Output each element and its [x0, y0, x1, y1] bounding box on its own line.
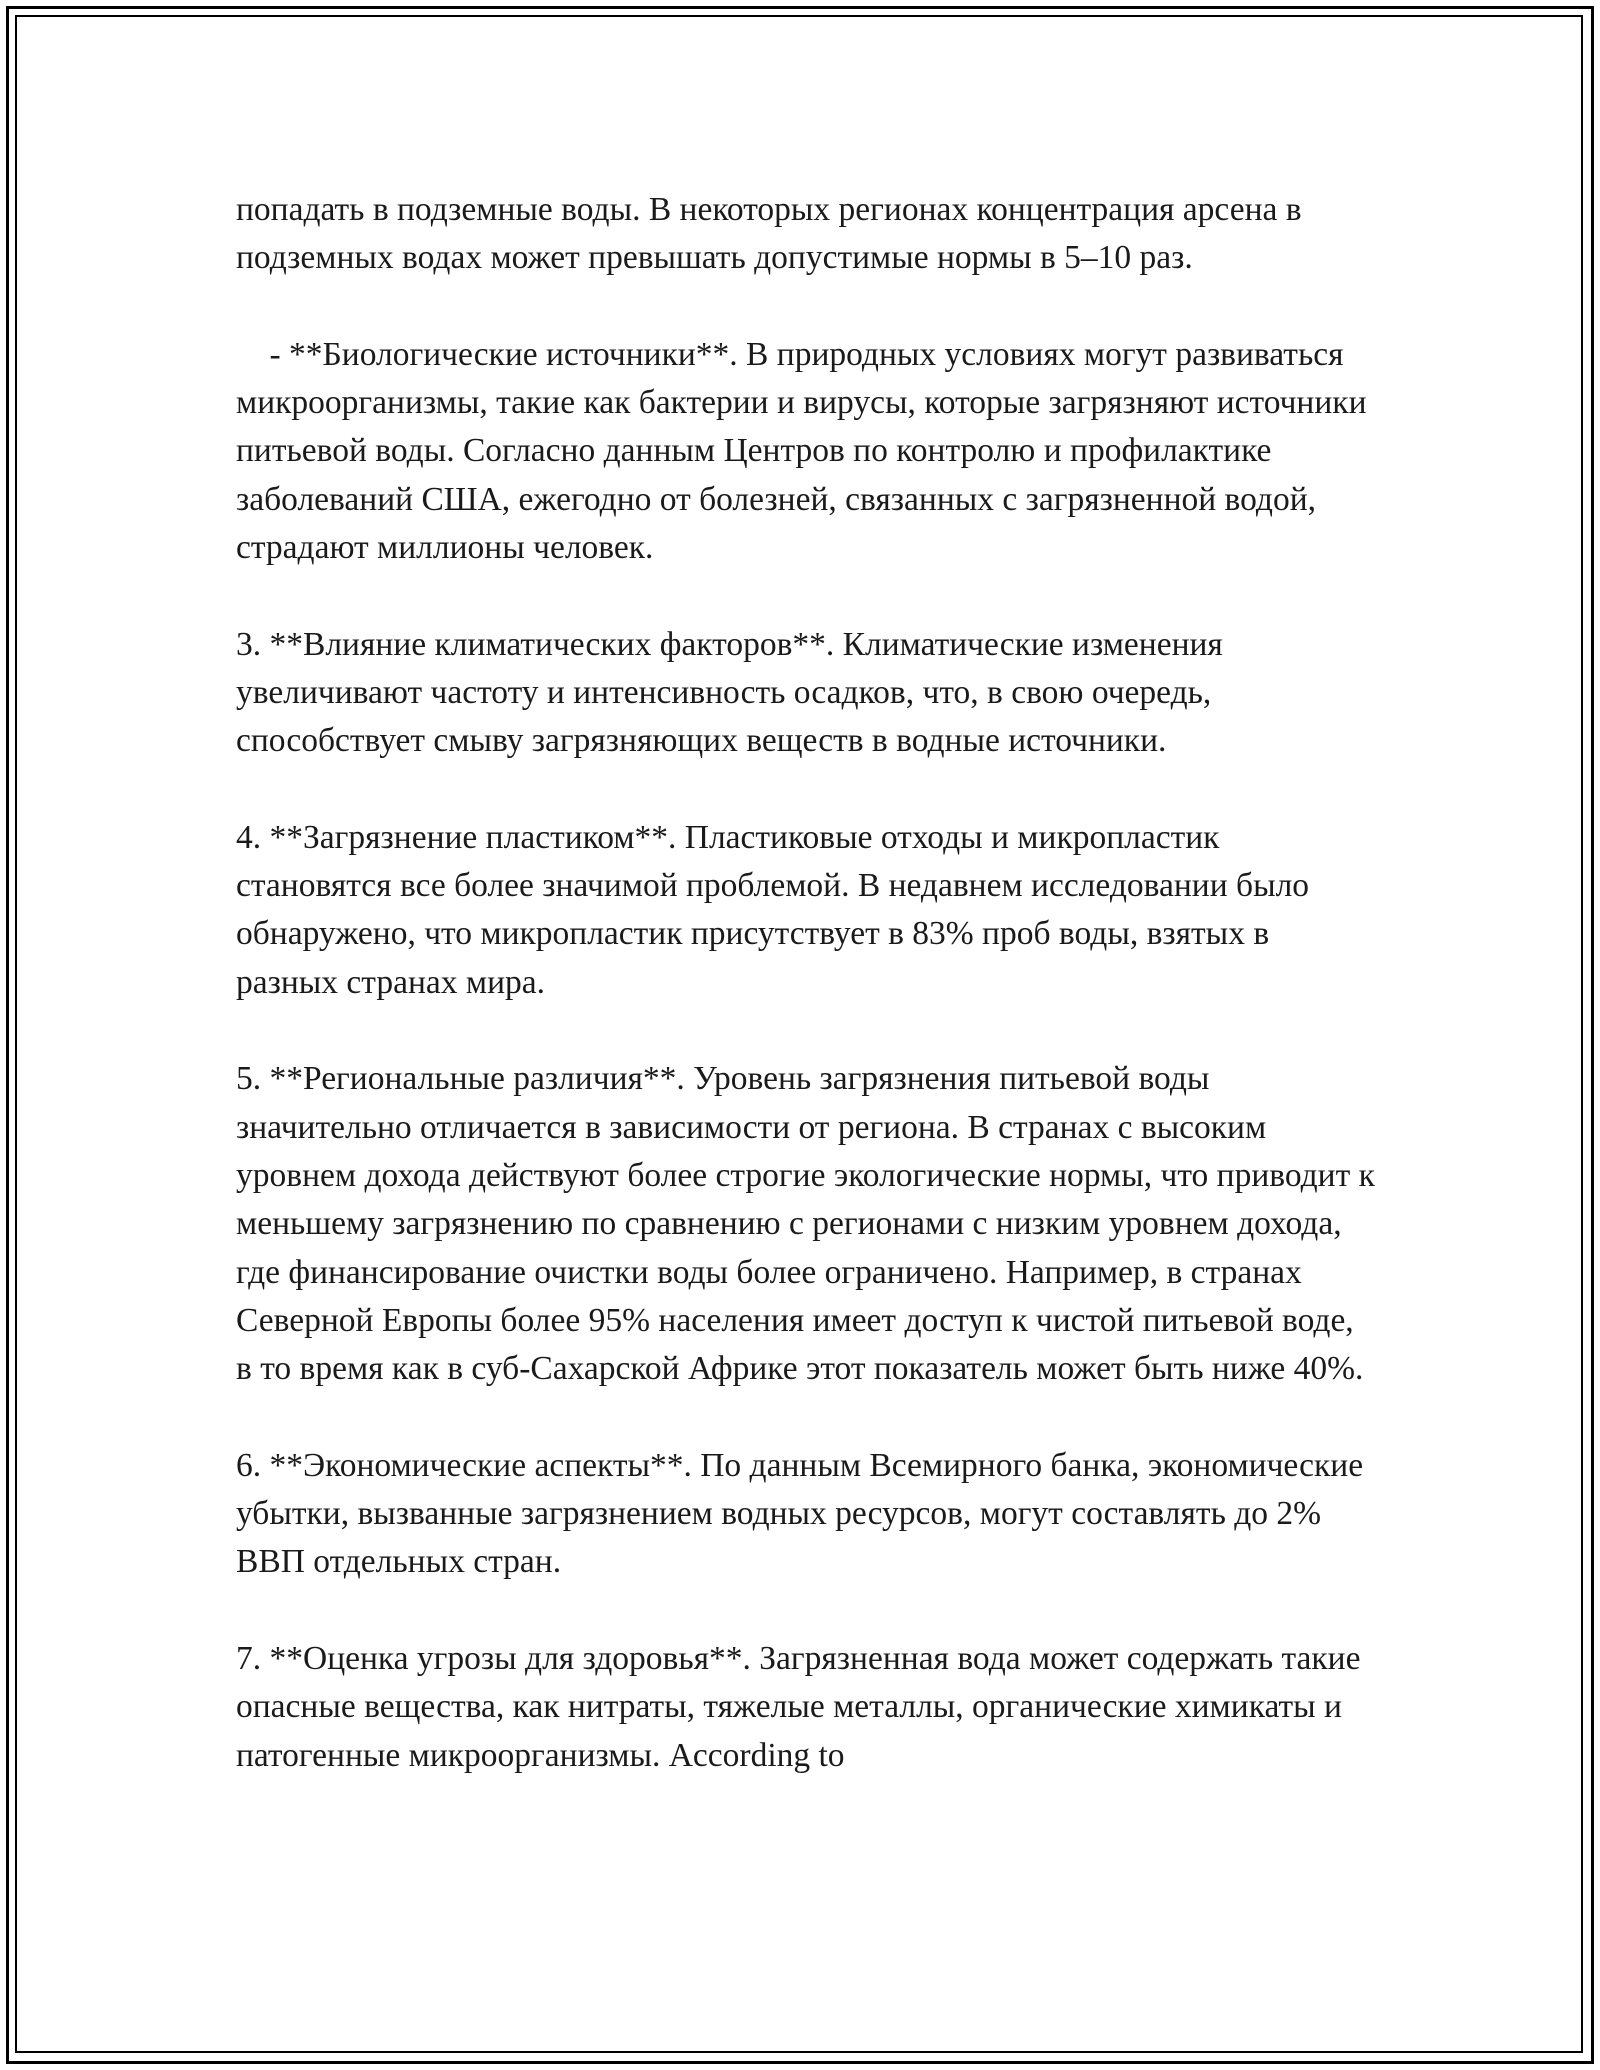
paragraph-economic-aspects: 6. **Экономические аспекты**. По данным Всемирного банка, экономические убытки, вызванные загрязнением водных ресурсов, могут составлять до 2% ВВП отдельных стран.: [236, 1446, 1372, 1581]
paragraph-regional-differences: 5. **Региональные различия**. Уровень загрязнения питьевой воды значительно отличается в зависимости от региона. В странах с высоким уровнем дохода действуют более строгие экологические нормы, что приводит к меньшему загрязнению по сравнению с регионами с низким уровнем дохода, где финансирование очистки воды более ограничено. Например, в странах Северной Европы более 95% населения имеет доступ к чистой питьевой воде, в то время как в суб-Сахарской Африке этот показатель может быть ниже 40%.: [236, 1060, 1384, 1388]
paragraph-biological-sources: - **Биологические источники**. В природных условиях могут развиваться микроорганизмы, такие как бактерии и вирусы, которые загрязняют источники питьевой воды. Согласно данным Центров по контролю и профилактике заболеваний США, ежегодно от болезней, связанных с загрязненной водой, страдают миллионы человек.: [236, 335, 1375, 567]
paragraph-plastic-pollution: 4. **Загрязнение пластиком**. Пластиковые отходы и микропластик становятся все более значимой проблемой. В недавнем исследовании было обнаружено, что микропластик присутствует в 83% проб воды, взятых в разных странах мира.: [236, 818, 1318, 1001]
paragraph-health-threat: 7. **Оценка угрозы для здоровья**. Загрязненная вода может содержать такие опасные вещества, как нитраты, тяжелые металлы, органические химикаты и патогенные микроорганизмы. According to: [236, 1639, 1369, 1774]
paragraph-climate-factors: 3. **Влияние климатических факторов**. Климатические изменения увеличивают частоту и интенсивность осадков, что, в свою очередь, способствует смыву загрязняющих веществ в водные источники.: [236, 625, 1232, 760]
paragraph-arsenic-continuation: попадать в подземные воды. В некоторых регионах концентрация арсена в подземных водах может превышать допустимые нормы в 5–10 раз.: [236, 191, 1310, 277]
document-body: [236, 186, 1384, 1780]
